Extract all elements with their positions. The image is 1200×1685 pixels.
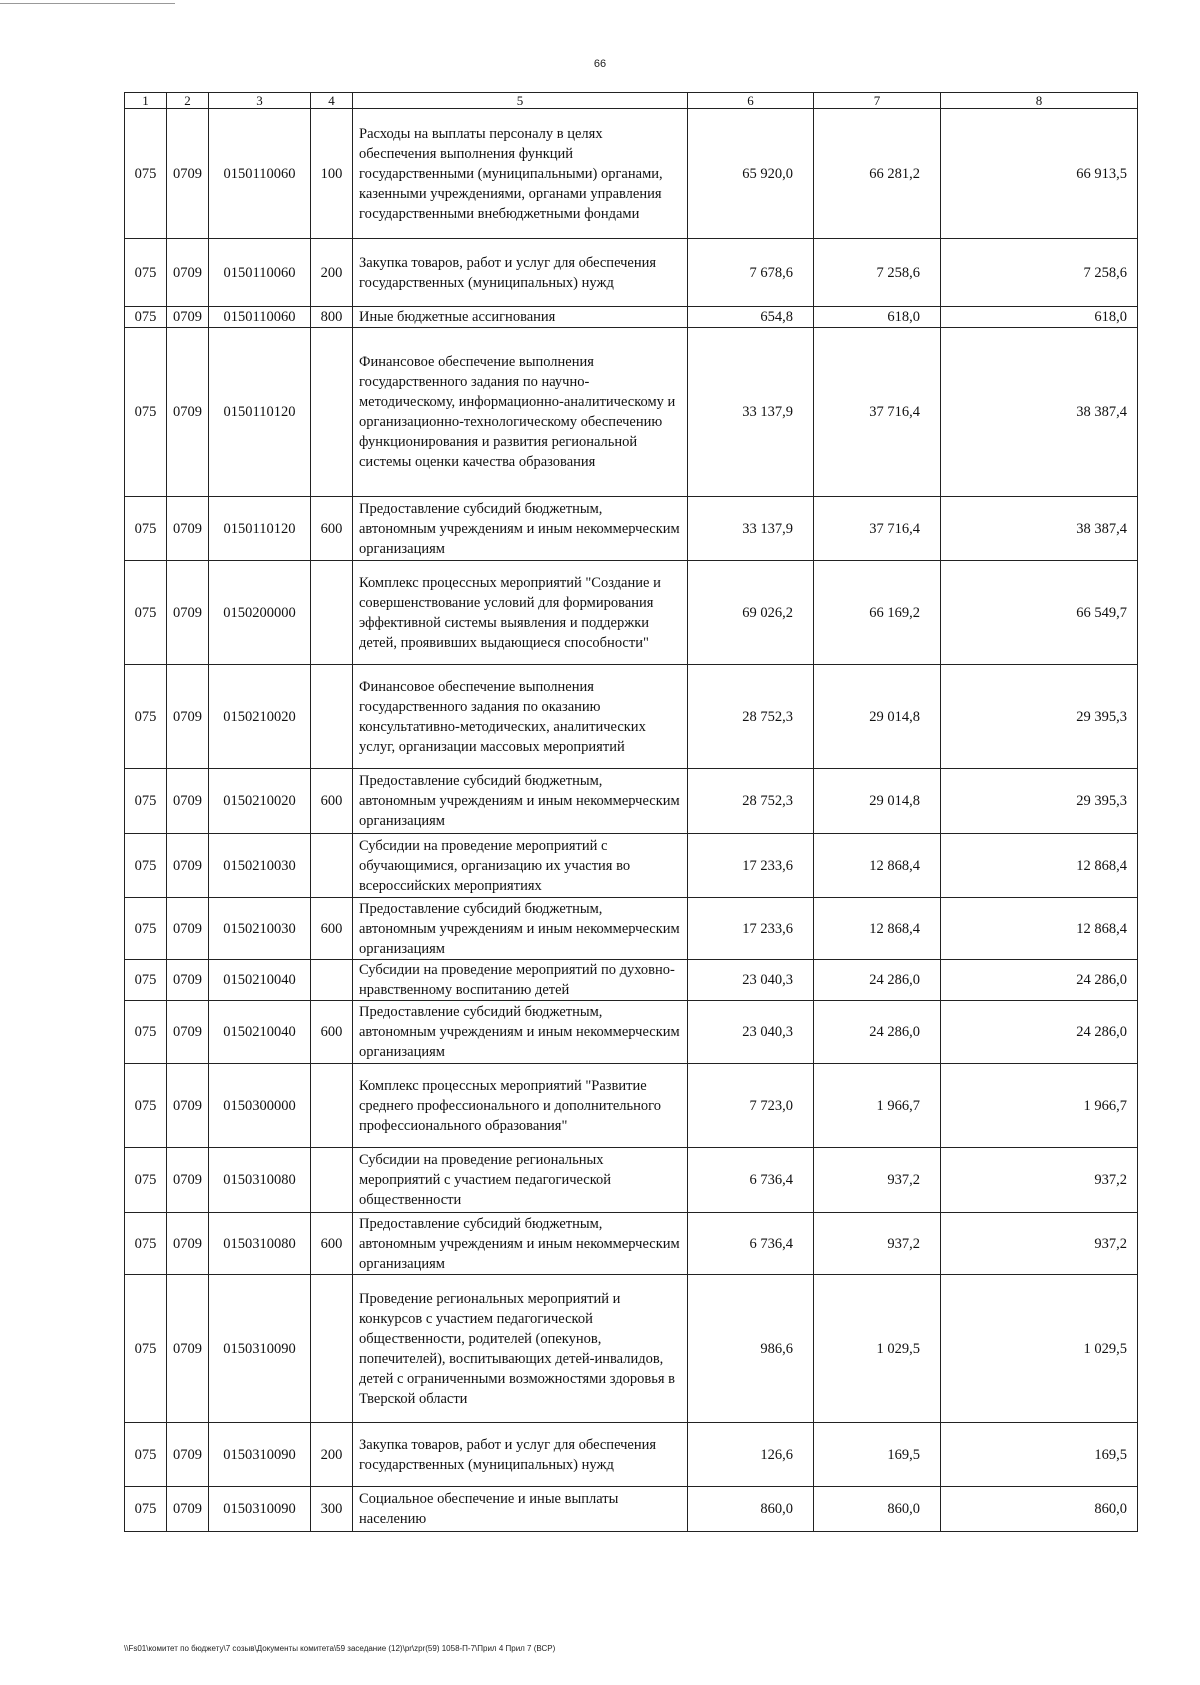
target-article-code: 0150310090 [209, 1423, 311, 1487]
table-row [125, 769, 1138, 834]
amount-col-7: 37 716,4 [814, 497, 941, 561]
target-article-code: 0150210020 [209, 769, 311, 834]
column-header: 3 [209, 93, 311, 109]
amount-col-6: 860,0 [688, 1487, 814, 1532]
column-number-row [125, 93, 1138, 109]
column-header: 5 [353, 93, 688, 109]
amount-col-8: 1 966,7 [941, 1064, 1138, 1148]
amount-col-6: 126,6 [688, 1423, 814, 1487]
expense-type-code: 300 [311, 1487, 353, 1532]
table-row [125, 1148, 1138, 1213]
table-row [125, 497, 1138, 561]
amount-col-7: 618,0 [814, 307, 941, 328]
amount-col-7: 860,0 [814, 1487, 941, 1532]
item-description: Расходы на выплаты персоналу в целях обеспечения выполнения функций государственными (муниципальными) органами, казенными учреждениями, органами управления государственными внебюджетными фондами [353, 109, 688, 239]
item-description: Проведение региональных мероприятий и конкурсов с участием педагогической общественности, родителей (опекунов, попечителей), воспитывающих детей-инвалидов, детей с ограниченными возможностями здоровья в Тверской области [353, 1275, 688, 1423]
amount-col-8: 860,0 [941, 1487, 1138, 1532]
target-article-code: 0150300000 [209, 1064, 311, 1148]
expense-type-code [311, 1064, 353, 1148]
amount-col-8: 1 029,5 [941, 1275, 1138, 1423]
section-code: 0709 [167, 1213, 209, 1275]
amount-col-7: 1 029,5 [814, 1275, 941, 1423]
amount-col-8: 12 868,4 [941, 898, 1138, 960]
target-article-code: 0150200000 [209, 561, 311, 665]
target-article-code: 0150110060 [209, 239, 311, 307]
table-row [125, 239, 1138, 307]
ministry-code: 075 [125, 960, 167, 1001]
amount-col-6: 17 233,6 [688, 898, 814, 960]
item-description: Субсидии на проведение мероприятий с обучающимися, организацию их участия во всероссийских мероприятиях [353, 834, 688, 898]
target-article-code: 0150210030 [209, 898, 311, 960]
expense-type-code [311, 328, 353, 497]
amount-col-8: 937,2 [941, 1148, 1138, 1213]
expense-type-code [311, 561, 353, 665]
expense-type-code: 100 [311, 109, 353, 239]
file-path-footer: \\Fs01\комитет по бюджету\7 созыв\Документы комитета\59 заседание (12)\pr\zpr(59) 1058-П-7\Прил 4 Прил 7 (ВСР) [124, 1644, 556, 1653]
amount-col-6: 23 040,3 [688, 1001, 814, 1064]
section-code: 0709 [167, 834, 209, 898]
table-row [125, 665, 1138, 769]
amount-col-7: 66 281,2 [814, 109, 941, 239]
amount-col-6: 7 723,0 [688, 1064, 814, 1148]
section-code: 0709 [167, 1423, 209, 1487]
scan-edge-line [0, 3, 175, 4]
item-description: Финансовое обеспечение выполнения государственного задания по научно-методическому, информационно-аналитическому и организационно-технологическому обеспечению функционирования и развития региональной системы оценки качества образования [353, 328, 688, 497]
expense-type-code [311, 1148, 353, 1213]
target-article-code: 0150310080 [209, 1148, 311, 1213]
target-article-code: 0150110120 [209, 328, 311, 497]
expense-type-code: 800 [311, 307, 353, 328]
target-article-code: 0150110060 [209, 307, 311, 328]
expense-type-code [311, 960, 353, 1001]
ministry-code: 075 [125, 561, 167, 665]
target-article-code: 0150310090 [209, 1487, 311, 1532]
expense-type-code [311, 1275, 353, 1423]
table-row [125, 1423, 1138, 1487]
item-description: Комплекс процессных мероприятий "Создание и совершенствование условий для формирования эффективной системы выявления и поддержки детей, проявивших выдающиеся способности" [353, 561, 688, 665]
ministry-code: 075 [125, 898, 167, 960]
section-code: 0709 [167, 769, 209, 834]
target-article-code: 0150110120 [209, 497, 311, 561]
ministry-code: 075 [125, 1148, 167, 1213]
page-number: 66 [593, 58, 607, 70]
amount-col-6: 986,6 [688, 1275, 814, 1423]
expense-type-code: 600 [311, 497, 353, 561]
amount-col-6: 28 752,3 [688, 769, 814, 834]
item-description: Предоставление субсидий бюджетным, автономным учреждениям и иным некоммерческим организациям [353, 1213, 688, 1275]
amount-col-8: 29 395,3 [941, 769, 1138, 834]
section-code: 0709 [167, 1001, 209, 1064]
expense-type-code: 600 [311, 898, 353, 960]
amount-col-6: 33 137,9 [688, 328, 814, 497]
expense-type-code [311, 665, 353, 769]
ministry-code: 075 [125, 328, 167, 497]
table-row [125, 898, 1138, 960]
section-code: 0709 [167, 109, 209, 239]
section-code: 0709 [167, 1064, 209, 1148]
amount-col-8: 169,5 [941, 1423, 1138, 1487]
amount-col-7: 937,2 [814, 1148, 941, 1213]
amount-col-7: 937,2 [814, 1213, 941, 1275]
amount-col-7: 169,5 [814, 1423, 941, 1487]
section-code: 0709 [167, 328, 209, 497]
column-header: 1 [125, 93, 167, 109]
ministry-code: 075 [125, 665, 167, 769]
section-code: 0709 [167, 497, 209, 561]
item-description: Предоставление субсидий бюджетным, автономным учреждениям и иным некоммерческим организациям [353, 497, 688, 561]
table-row [125, 109, 1138, 239]
amount-col-6: 6 736,4 [688, 1213, 814, 1275]
ministry-code: 075 [125, 1001, 167, 1064]
table-row [125, 1275, 1138, 1423]
column-header: 8 [941, 93, 1138, 109]
item-description: Комплекс процессных мероприятий "Развитие среднего профессионального и дополнительного профессионального образования" [353, 1064, 688, 1148]
amount-col-6: 6 736,4 [688, 1148, 814, 1213]
expense-type-code [311, 834, 353, 898]
ministry-code: 075 [125, 239, 167, 307]
table-row [125, 1487, 1138, 1532]
amount-col-8: 66 549,7 [941, 561, 1138, 665]
amount-col-7: 24 286,0 [814, 1001, 941, 1064]
target-article-code: 0150210040 [209, 1001, 311, 1064]
amount-col-7: 37 716,4 [814, 328, 941, 497]
ministry-code: 075 [125, 1064, 167, 1148]
table-row [125, 834, 1138, 898]
amount-col-8: 7 258,6 [941, 239, 1138, 307]
amount-col-7: 1 966,7 [814, 1064, 941, 1148]
item-description: Субсидии на проведение мероприятий по духовно-нравственному воспитанию детей [353, 960, 688, 1001]
amount-col-7: 24 286,0 [814, 960, 941, 1001]
budget-table [124, 92, 1138, 1532]
expense-type-code: 600 [311, 1001, 353, 1064]
ministry-code: 075 [125, 1275, 167, 1423]
item-description: Предоставление субсидий бюджетным, автономным учреждениям и иным некоммерческим организациям [353, 898, 688, 960]
table-row [125, 561, 1138, 665]
expense-type-code: 200 [311, 239, 353, 307]
amount-col-8: 24 286,0 [941, 960, 1138, 1001]
expense-type-code: 600 [311, 1213, 353, 1275]
item-description: Финансовое обеспечение выполнения государственного задания по оказанию консультативно-методических, аналитических услуг, организации массовых мероприятий [353, 665, 688, 769]
section-code: 0709 [167, 561, 209, 665]
amount-col-7: 66 169,2 [814, 561, 941, 665]
table-row [125, 1064, 1138, 1148]
target-article-code: 0150310080 [209, 1213, 311, 1275]
amount-col-8: 38 387,4 [941, 328, 1138, 497]
item-description: Предоставление субсидий бюджетным, автономным учреждениям и иным некоммерческим организациям [353, 1001, 688, 1064]
amount-col-8: 12 868,4 [941, 834, 1138, 898]
ministry-code: 075 [125, 497, 167, 561]
amount-col-6: 69 026,2 [688, 561, 814, 665]
item-description: Закупка товаров, работ и услуг для обеспечения государственных (муниципальных) нужд [353, 1423, 688, 1487]
column-header: 4 [311, 93, 353, 109]
table-row [125, 328, 1138, 497]
amount-col-6: 65 920,0 [688, 109, 814, 239]
column-header: 6 [688, 93, 814, 109]
table-row [125, 960, 1138, 1001]
target-article-code: 0150310090 [209, 1275, 311, 1423]
item-description: Закупка товаров, работ и услуг для обеспечения государственных (муниципальных) нужд [353, 239, 688, 307]
amount-col-8: 29 395,3 [941, 665, 1138, 769]
section-code: 0709 [167, 307, 209, 328]
target-article-code: 0150210020 [209, 665, 311, 769]
section-code: 0709 [167, 1275, 209, 1423]
section-code: 0709 [167, 665, 209, 769]
item-description: Социальное обеспечение и иные выплаты населению [353, 1487, 688, 1532]
ministry-code: 075 [125, 109, 167, 239]
amount-col-7: 12 868,4 [814, 834, 941, 898]
amount-col-8: 24 286,0 [941, 1001, 1138, 1064]
amount-col-6: 17 233,6 [688, 834, 814, 898]
section-code: 0709 [167, 898, 209, 960]
column-header: 7 [814, 93, 941, 109]
section-code: 0709 [167, 960, 209, 1001]
amount-col-7: 29 014,8 [814, 665, 941, 769]
amount-col-6: 654,8 [688, 307, 814, 328]
column-header: 2 [167, 93, 209, 109]
amount-col-7: 7 258,6 [814, 239, 941, 307]
amount-col-8: 937,2 [941, 1213, 1138, 1275]
target-article-code: 0150210040 [209, 960, 311, 1001]
ministry-code: 075 [125, 1487, 167, 1532]
amount-col-6: 7 678,6 [688, 239, 814, 307]
ministry-code: 075 [125, 834, 167, 898]
amount-col-6: 28 752,3 [688, 665, 814, 769]
ministry-code: 075 [125, 1423, 167, 1487]
amount-col-7: 12 868,4 [814, 898, 941, 960]
amount-col-6: 33 137,9 [688, 497, 814, 561]
table-row [125, 1001, 1138, 1064]
table-row [125, 307, 1138, 328]
ministry-code: 075 [125, 1213, 167, 1275]
table-row [125, 1213, 1138, 1275]
item-description: Субсидии на проведение региональных мероприятий с участием педагогической общественности [353, 1148, 688, 1213]
amount-col-6: 23 040,3 [688, 960, 814, 1001]
amount-col-8: 66 913,5 [941, 109, 1138, 239]
section-code: 0709 [167, 1487, 209, 1532]
target-article-code: 0150110060 [209, 109, 311, 239]
section-code: 0709 [167, 1148, 209, 1213]
expense-type-code: 200 [311, 1423, 353, 1487]
item-description: Иные бюджетные ассигнования [353, 307, 688, 328]
expense-type-code: 600 [311, 769, 353, 834]
amount-col-7: 29 014,8 [814, 769, 941, 834]
amount-col-8: 38 387,4 [941, 497, 1138, 561]
target-article-code: 0150210030 [209, 834, 311, 898]
amount-col-8: 618,0 [941, 307, 1138, 328]
ministry-code: 075 [125, 769, 167, 834]
item-description: Предоставление субсидий бюджетным, автономным учреждениям и иным некоммерческим организациям [353, 769, 688, 834]
ministry-code: 075 [125, 307, 167, 328]
section-code: 0709 [167, 239, 209, 307]
